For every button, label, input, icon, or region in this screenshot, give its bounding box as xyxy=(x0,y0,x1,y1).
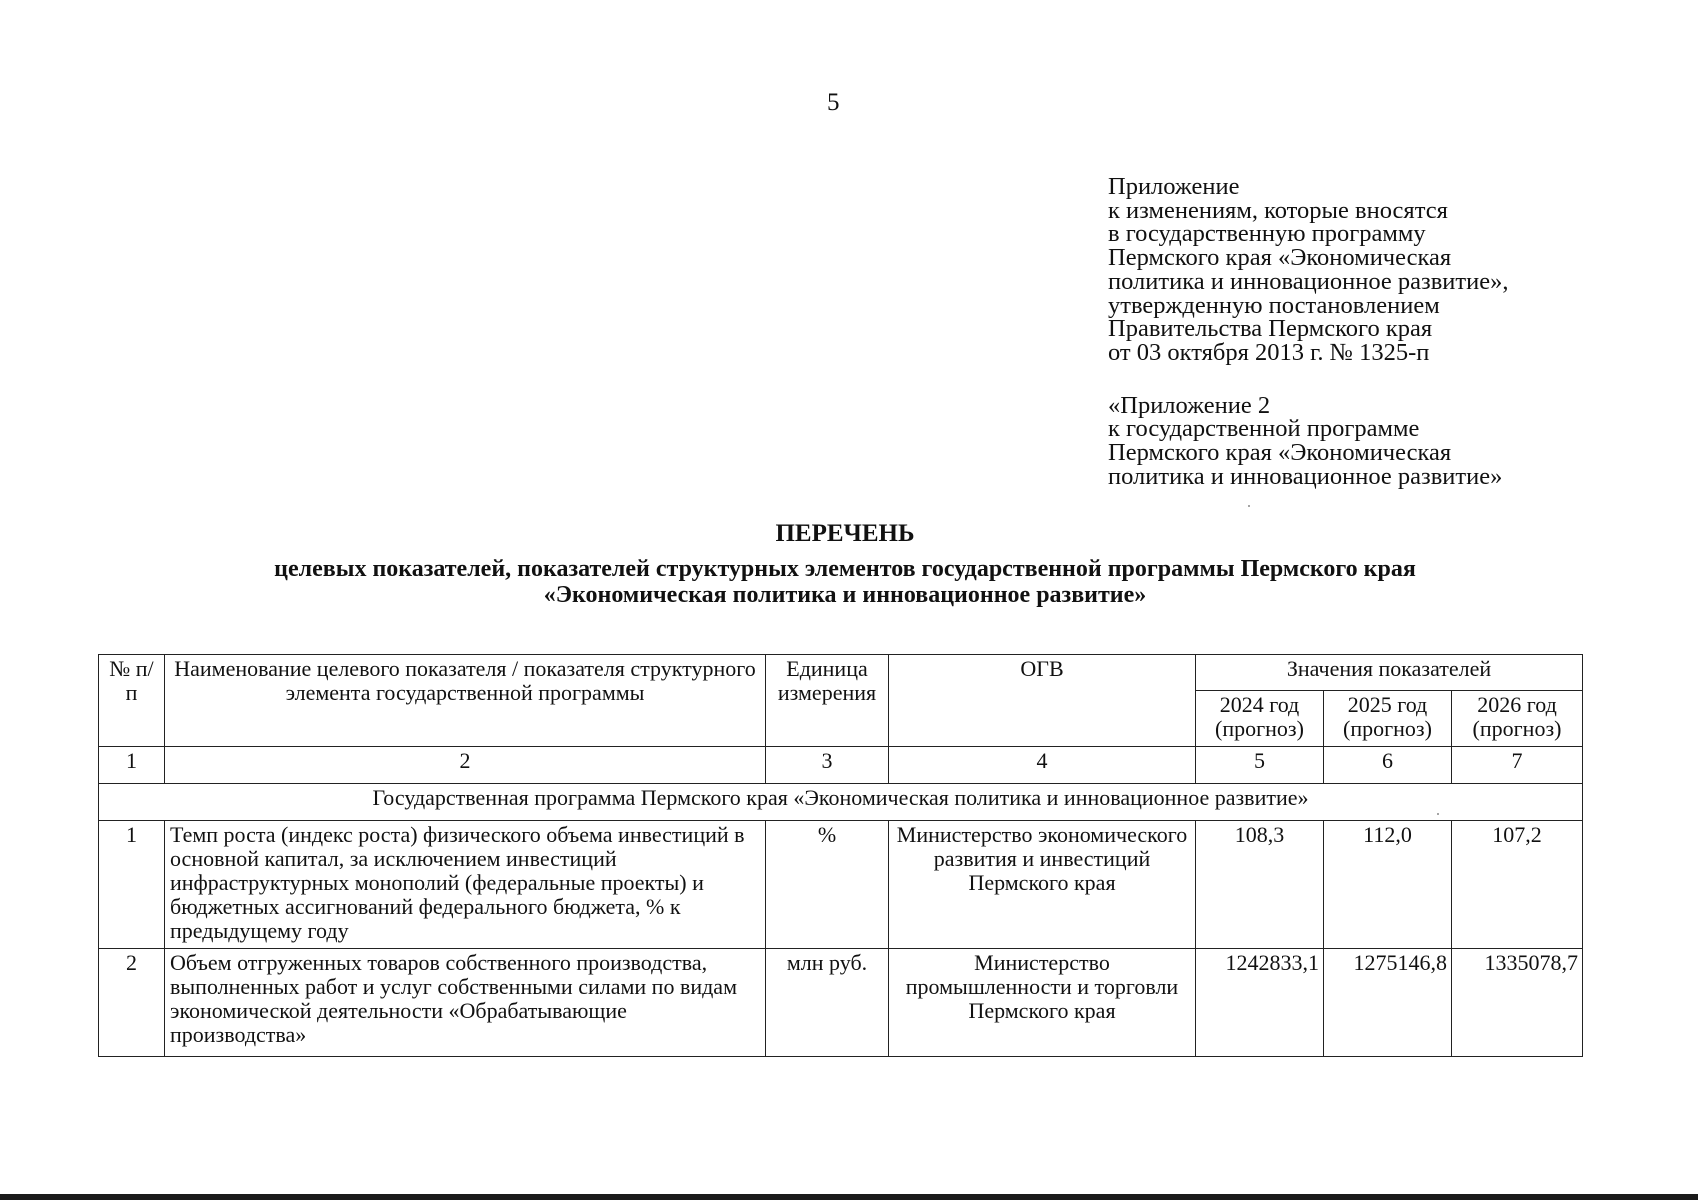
subtitle-line: «Экономическая политика и инновационное развитие» xyxy=(543,582,1147,608)
table-row xyxy=(99,821,1583,949)
subtitle-line: целевых показателей, показателей структурных элементов государственной программы Пермского края xyxy=(274,556,1416,582)
header-year-2025: 2025 год (прогноз) xyxy=(1324,691,1452,747)
appendix-line: политика и инновационное развитие», xyxy=(1108,267,1509,295)
value-2026: 1335078,7 xyxy=(1452,949,1583,1057)
appendix-line: от 03 октября 2013 г. № 1325-п xyxy=(1108,338,1430,366)
value-2024: 108,3 xyxy=(1196,821,1324,949)
appendix-line: в государственную программу xyxy=(1108,220,1426,248)
row-number: 1 xyxy=(99,821,165,949)
column-number: 7 xyxy=(1452,747,1583,784)
indicator-name: Объем отгруженных товаров собственного производства, выполненных работ и услуг собственными силами по видам экономической деятельности «Обрабатывающие производства» xyxy=(165,949,766,1057)
section-row xyxy=(99,784,1583,821)
column-number: 2 xyxy=(165,747,766,784)
row-number: 2 xyxy=(99,949,165,1057)
scan-artifact xyxy=(1437,813,1439,815)
section-title: Государственная программа Пермского края «Экономическая политика и инновационное развитие» xyxy=(99,784,1583,821)
header-unit: Единица измерения xyxy=(766,655,889,747)
indicator-unit: % xyxy=(766,821,889,949)
column-number: 1 xyxy=(99,747,165,784)
header-name: Наименование целевого показателя / показателя структурного элемента государственной программы xyxy=(165,655,766,747)
appendix-line: к изменениям, которые вносятся xyxy=(1108,196,1448,224)
appendix-note xyxy=(1108,175,1508,488)
column-number: 6 xyxy=(1324,747,1452,784)
column-number: 4 xyxy=(889,747,1196,784)
indicator-ogv: Министерство экономического развития и инвестиций Пермского края xyxy=(889,821,1196,949)
indicators-table xyxy=(98,654,1583,1057)
header-ogv: ОГВ xyxy=(889,655,1196,747)
column-number: 5 xyxy=(1196,747,1324,784)
scan-artifact xyxy=(1248,505,1250,507)
value-2025: 1275146,8 xyxy=(1324,949,1452,1057)
appendix-line: Приложение xyxy=(1108,173,1240,200)
indicator-name: Темп роста (индекс роста) физического объема инвестиций в основной капитал, за исключением инвестиций инфраструктурных монополий (федеральные проекты) и бюджетных ассигнований федерального бюджета, % к предыдущему году xyxy=(165,821,766,949)
header-num: № п/п xyxy=(99,655,165,747)
header-values-group: Значения показателей xyxy=(1196,655,1583,691)
column-number: 3 xyxy=(766,747,889,784)
appendix-line: Пермского края «Экономическая xyxy=(1108,439,1452,467)
appendix-line: Пермского края «Экономическая xyxy=(1108,244,1452,272)
page-number: 5 xyxy=(827,89,840,116)
document-title: ПЕРЕЧЕНЬ xyxy=(775,520,915,547)
indicator-ogv: Министерство промышленности и торговли Пермского края xyxy=(889,949,1196,1057)
header-year-2026: 2026 год (прогноз) xyxy=(1452,691,1583,747)
appendix-line: к государственной программе xyxy=(1108,415,1420,443)
value-2025: 112,0 xyxy=(1324,821,1452,949)
appendix-line: «Приложение 2 xyxy=(1108,391,1271,419)
document-subtitle xyxy=(0,556,1690,608)
appendix-line: утвержденную постановлением xyxy=(1108,291,1440,319)
header-year-2024: 2024 год (прогноз) xyxy=(1196,691,1324,747)
appendix-line: политика и инновационное развитие» xyxy=(1108,462,1503,490)
value-2026: 107,2 xyxy=(1452,821,1583,949)
scan-bottom-edge xyxy=(0,1194,1698,1200)
appendix-line: Правительства Пермского края xyxy=(1108,315,1433,343)
value-2024: 1242833,1 xyxy=(1196,949,1324,1057)
column-number-row xyxy=(99,747,1583,784)
table-row xyxy=(99,949,1583,1057)
indicator-unit: млн руб. xyxy=(766,949,889,1057)
